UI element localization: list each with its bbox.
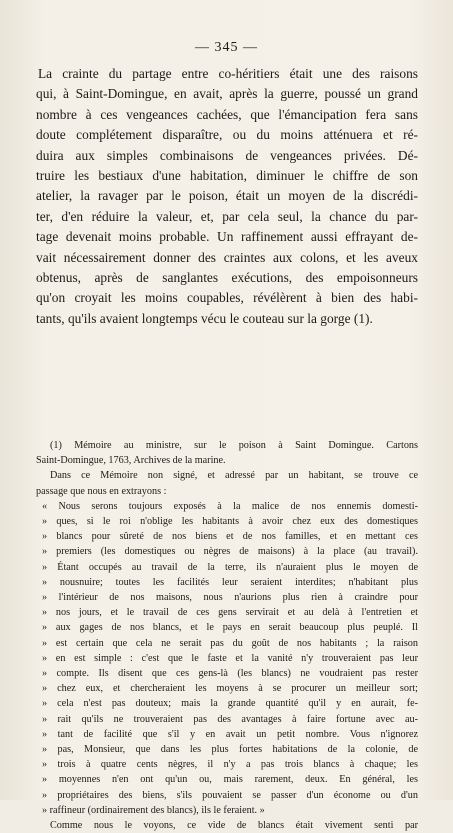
footnote-line: » raffineur (ordinairement des blancs), ils le feraient. »	[42, 804, 265, 816]
footnote-line: » trois à quatre cents nègres, il n'y a pas trois blancs à chaque; les	[42, 759, 418, 771]
main-line: atelier, la ravager par le poison, était un moyen de la discrédi-	[36, 188, 418, 204]
footnote-line: » chez eux, et chercheraient les moyens à se procurer un meilleur sort;	[42, 683, 418, 695]
footnote-line: » blancs pour sûreté de nos biens et de nos familles, et en mettant ces	[42, 531, 418, 543]
footnote-line: » aux gages de nos blancs, et le pays en serait beaucoup plus peuplé. Il	[42, 622, 418, 634]
footnote-line: » ques, si le roi n'oblige les habitants à avoir chez eux des domestiques	[42, 516, 418, 528]
footnote-line: (1) Mémoire au ministre, sur le poison à Saint Domingue. Cartons	[50, 440, 418, 451]
main-line: ter, d'en réduire la valeur, et, par cela seul, la chance du par-	[36, 208, 418, 224]
footnote-line: Comme nous le voyons, ce vide de blancs était vivement senti par	[50, 820, 418, 832]
main-paragraph	[36, 64, 418, 329]
main-line: nombre à ces vengeances cachées, que l'émancipation fera sans	[36, 106, 418, 122]
footnote-line: » premiers (les domestiques ou nègres de maisons) à la place (au travail).	[42, 546, 418, 558]
footnote-line: » est certain que cela ne serait pas du goût de nos habitants ; la raison	[42, 637, 418, 649]
footnote-line: » nos jours, et le travail de ces gens servirait et au delà à l'entretien et	[42, 607, 418, 619]
footnote-line: » Étant occupés au travail de la terre, ils n'auraient plus le moyen de	[42, 561, 418, 573]
footnote-line: » compte. Ils disent que ces gens-là (les blancs) ne voudraient pas rester	[42, 668, 418, 680]
footnote-line: » pas, Monsieur, que dans les plus fortes habitations de la colonie, de	[42, 744, 418, 756]
footnote-line: « Nous serons toujours exposés à la malice de nos ennemis domesti-	[42, 500, 418, 512]
main-line: doute complétement disparaître, ou du moins atténuera et ré-	[36, 127, 418, 143]
footnote-line: Saint-Domingue, 1763, Archives de la marine.	[36, 455, 226, 467]
footnote-line: » nousnuire; toutes les facilités leur seraient interdites; n'habitant plus	[42, 576, 418, 588]
main-line: tants, qu'ils avaient longtemps vécu le couteau sur la gorge (1).	[36, 310, 373, 326]
main-line: La crainte du partage entre co-héritiers était une des raisons	[38, 66, 418, 81]
main-line: duira aux simples combinaisons de vengeances privées. Dé-	[36, 147, 418, 163]
footnote-line: » en est simple : c'est que le faste et la vanité n'y trouveraient pas leur	[42, 652, 418, 664]
footnote-line: Dans ce Mémoire non signé, et adressé par un habitant, se trouve ce	[50, 470, 418, 482]
main-line: truire les bestiaux d'une habitation, diminuer le chiffre de son	[36, 168, 418, 184]
main-line: qu'on croyait les moins coupables, révélèrent à bien des habi-	[36, 290, 418, 306]
footnote-line: passage que nous en extrayons :	[36, 485, 167, 497]
footnote-line: » tant de facilité que s'il y en avait un petit nombre. Vous n'ignorez	[42, 728, 418, 740]
footnote-line: » moyennes n'en ont qu'un ou, mais rarement, deux. En général, les	[42, 774, 418, 786]
main-line: qui, à Saint-Domingue, en avait, après la guerre, poussé un grand	[36, 86, 418, 102]
main-line: tage devenait moins probable. Un raffinement aussi effrayant de-	[36, 229, 418, 245]
main-line: vait nécessairement donner des craintes aux colons, et les aveux	[36, 249, 418, 265]
footnote	[36, 438, 418, 833]
footnote-line: » propriétaires des biens, s'ils pouvaient se passer d'un économe ou d'un	[42, 789, 418, 801]
footnote-line: » rait qu'ils ne trouveraient pas des avantages à faire fortune avec au-	[42, 713, 418, 725]
footnote-line: » l'intérieur de nos maisons, nous n'aurions plus rien à craindre pour	[42, 592, 418, 604]
page-number: — 345 —	[195, 40, 258, 55]
footnote-line: » cela n'est pas douteux; mais la grande quantité qu'il y en aurait, fe-	[42, 698, 418, 710]
main-line: obtenus, après de sanglantes exécutions, des empoisonneurs	[36, 270, 418, 286]
